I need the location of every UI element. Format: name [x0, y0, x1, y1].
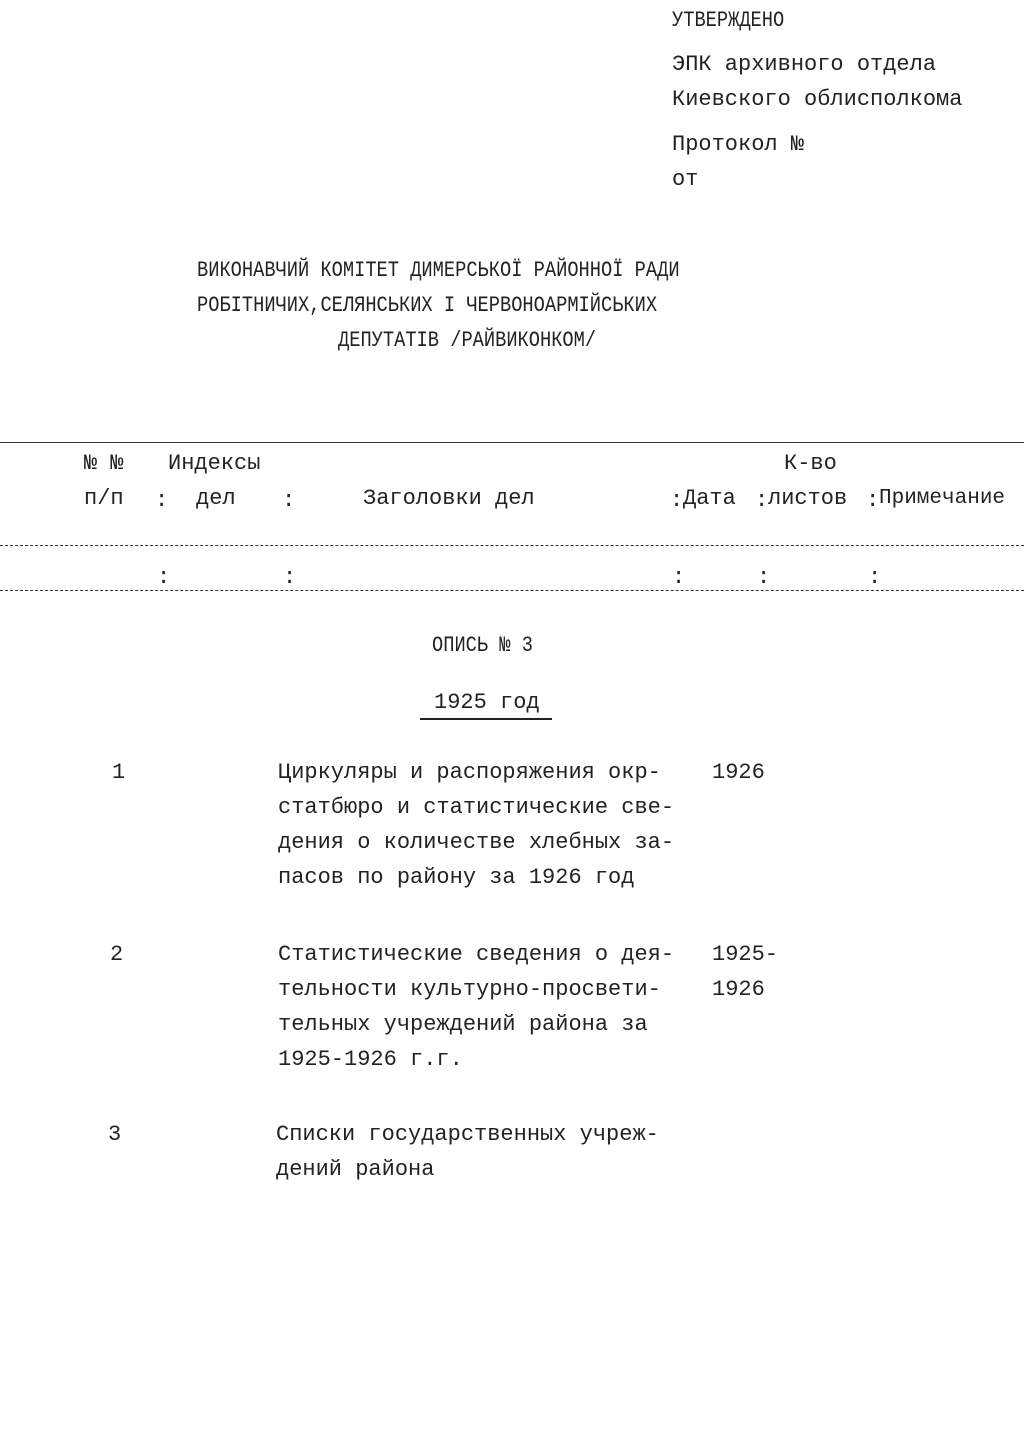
- column-separator: :: [672, 565, 686, 590]
- entry-date: 1925-: [712, 942, 779, 967]
- organization-line-2: РОБІТНИЧИХ,СЕЛЯНСЬКИХ І ЧЕРВОНОАРМІЙСЬКИХ: [197, 293, 658, 318]
- header-separator: :: [755, 488, 769, 513]
- inventory-title: ОПИСЬ № 3: [432, 633, 534, 658]
- entry-date: 1926: [712, 760, 765, 785]
- header-index-bottom: дел: [196, 486, 236, 511]
- entry-number: 3: [108, 1122, 122, 1147]
- header-number-bottom: п/п: [84, 486, 124, 511]
- header-separator: :: [670, 488, 684, 513]
- entry-title-line: дений района: [276, 1157, 435, 1182]
- header-separator: :: [866, 488, 880, 513]
- entry-title-line: пасов по району за 1926 год: [278, 865, 635, 890]
- entry-title-line: Статистические сведения о дея-: [278, 942, 675, 967]
- entry-number: 2: [110, 942, 124, 967]
- entry-number: 1: [112, 760, 126, 785]
- header-notes: Примечание: [879, 487, 1006, 510]
- approval-line-1: ЭПК архивного отдела: [672, 52, 937, 77]
- entry-title-line: статбюро и статистические све-: [278, 795, 675, 820]
- header-index-top: Индексы: [168, 451, 261, 476]
- protocol-label: Протокол №: [672, 132, 805, 157]
- entry-title-line: тельности культурно-просвети-: [278, 977, 661, 1002]
- column-separator: :: [868, 565, 882, 590]
- approved-label: УТВЕРЖДЕНО: [672, 8, 785, 33]
- entry-date: 1926: [712, 977, 765, 1002]
- header-separator: :: [155, 488, 169, 513]
- header-top-rule: [0, 442, 1024, 443]
- entry-title-line: Циркуляры и распоряжения окр-: [278, 760, 661, 785]
- entry-title-line: 1925-1926 г.г.: [278, 1047, 463, 1072]
- header-sheets-top: К-во: [784, 451, 837, 476]
- protocol-date-label: от: [672, 167, 699, 192]
- header-titles: Заголовки дел: [363, 486, 535, 511]
- header-sheets-bottom: листов: [768, 486, 848, 511]
- header-middle-rule: [0, 545, 1024, 546]
- header-bottom-rule: [0, 590, 1024, 591]
- header-number-top: № №: [84, 451, 124, 476]
- header-separator: :: [282, 488, 296, 513]
- organization-line-1: ВИКОНАВЧИЙ КОМІТЕТ ДИМЕРСЬКОЇ РАЙОННОЇ РАДИ: [197, 258, 680, 283]
- organization-line-3: ДЕПУТАТІВ /РАЙВИКОНКОМ/: [338, 328, 597, 353]
- entry-title-line: дения о количестве хлебных за-: [278, 830, 675, 855]
- entry-title-line: тельных учреждений района за: [278, 1012, 648, 1037]
- inventory-year: 1925 год: [420, 690, 552, 720]
- header-date: Дата: [683, 486, 736, 511]
- entry-title-line: Списки государственных учреж-: [276, 1122, 659, 1147]
- column-separator: :: [757, 565, 771, 590]
- column-separator: :: [157, 565, 171, 590]
- column-separator: :: [283, 565, 297, 590]
- approval-line-2: Киевского облисполкома: [672, 87, 963, 112]
